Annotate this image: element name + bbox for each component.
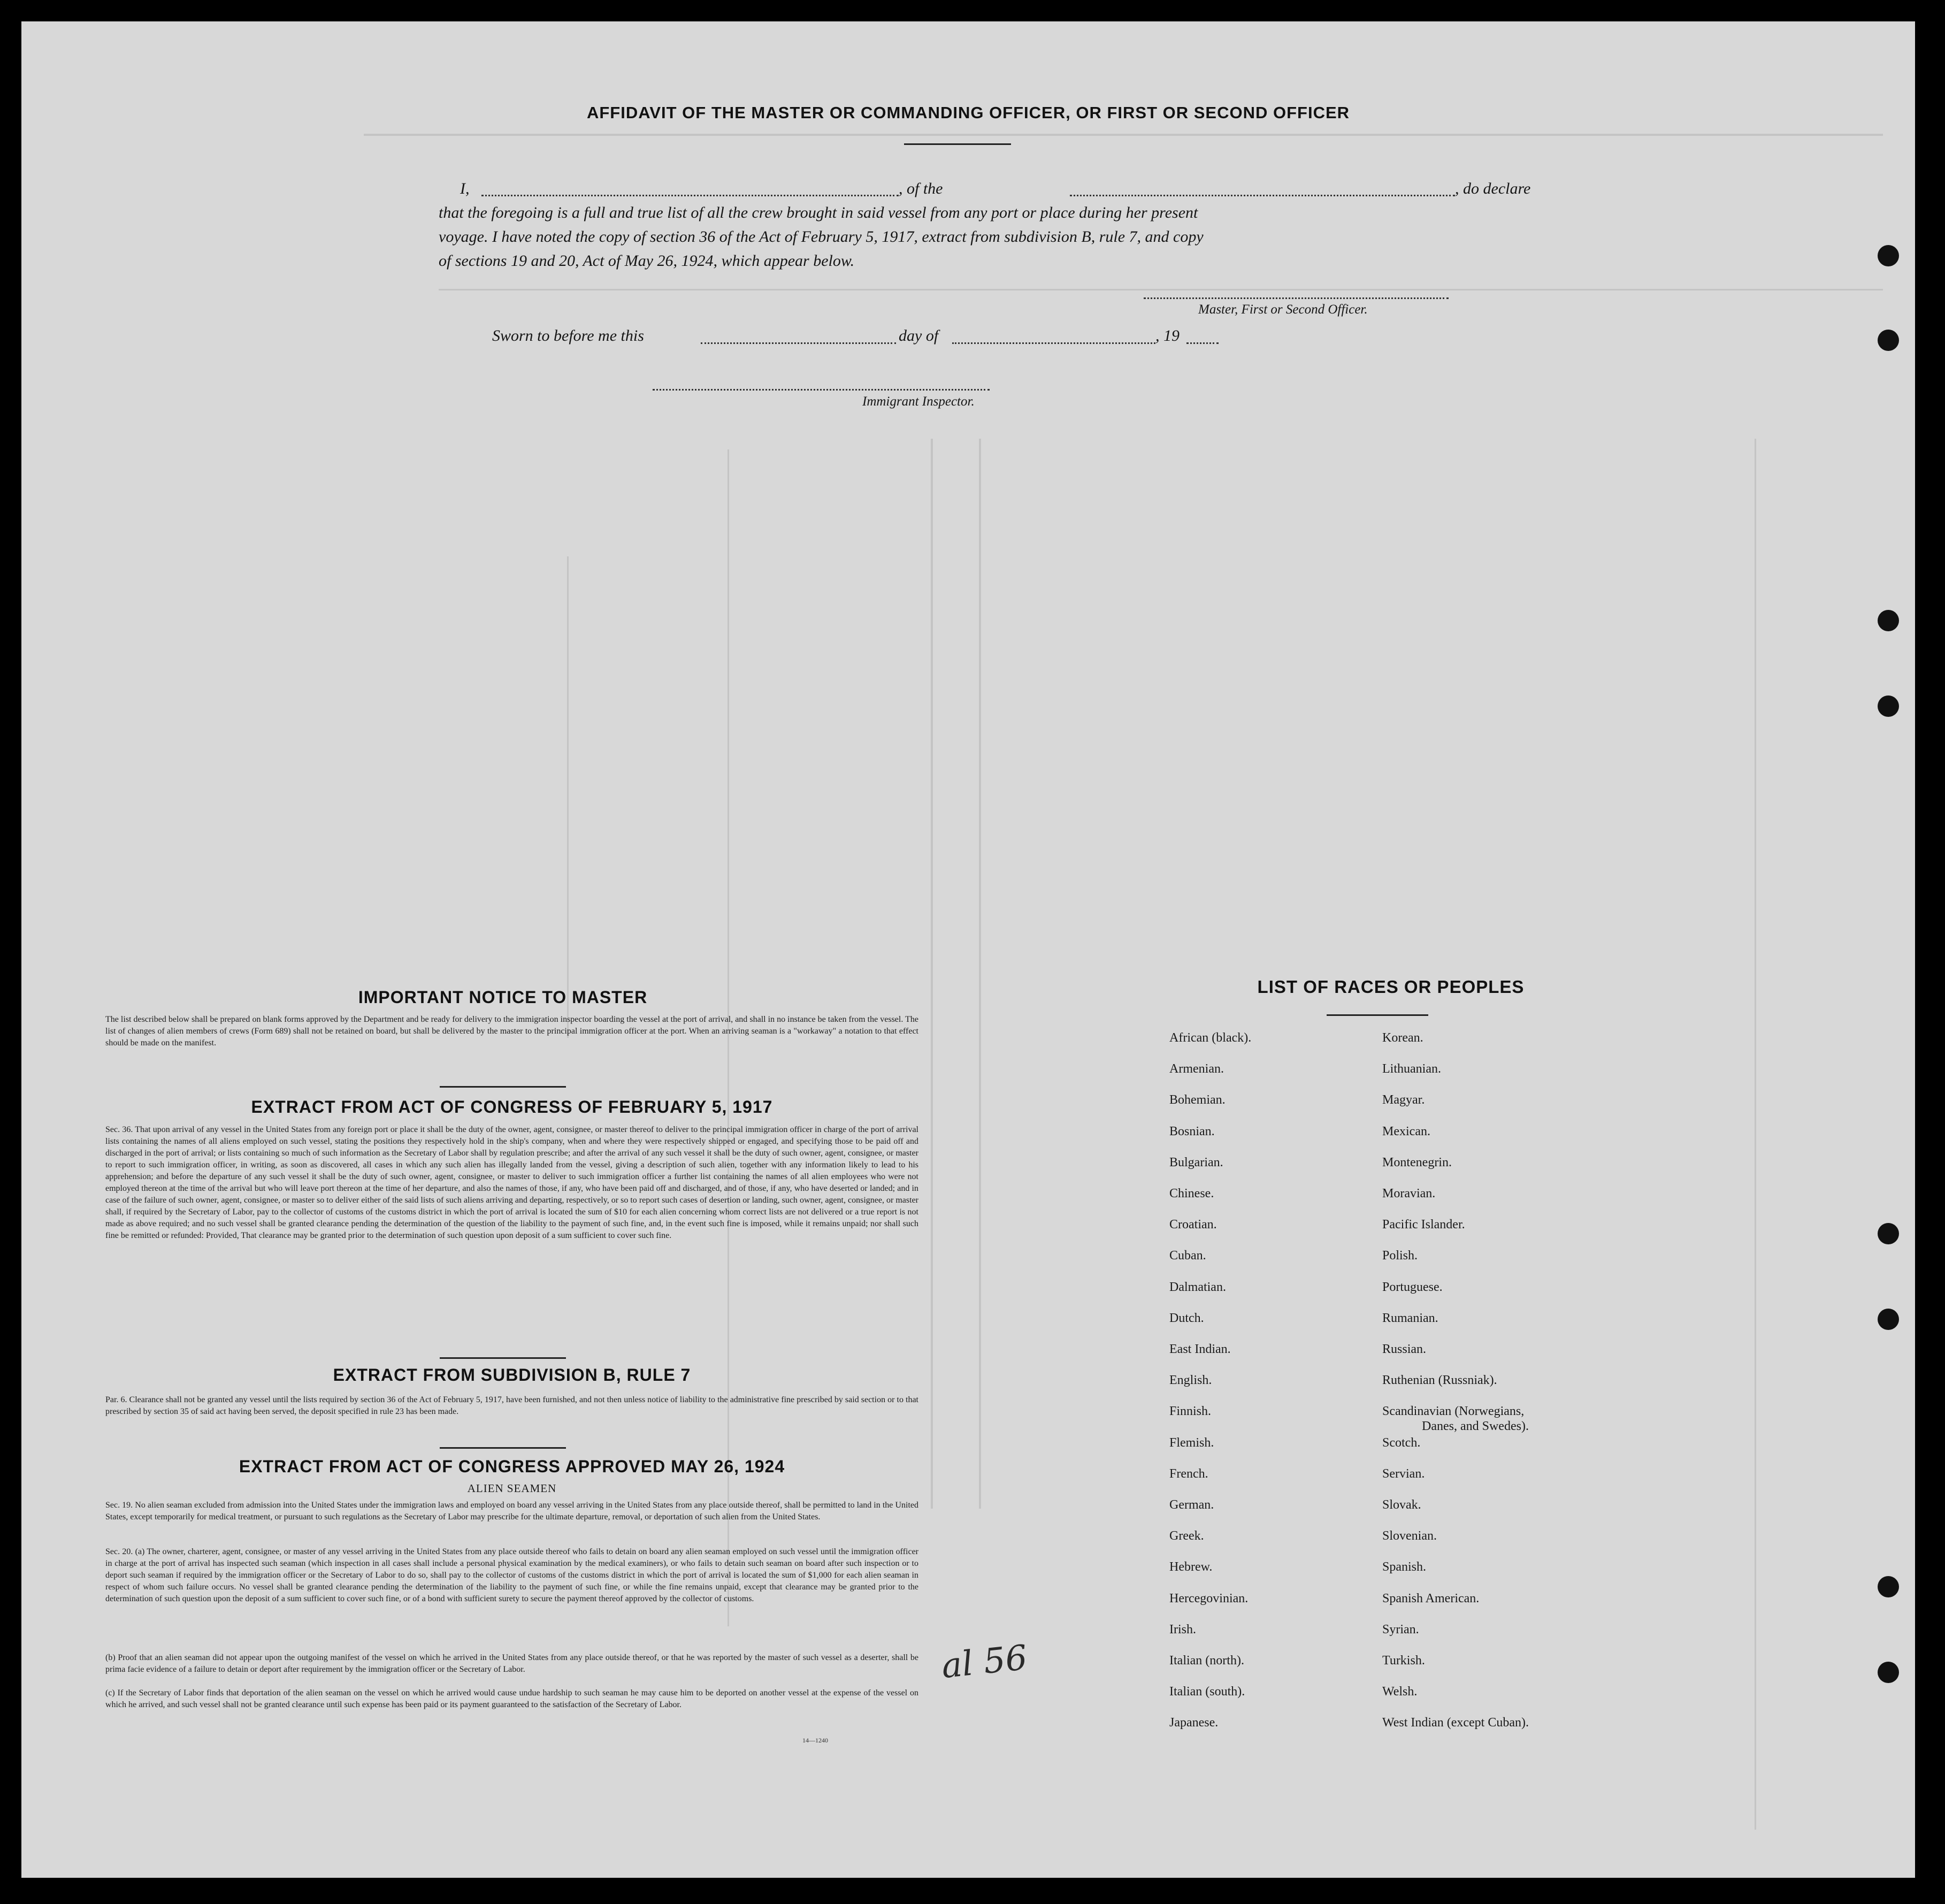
race-item: Hercegovinian. (1169, 1591, 1249, 1605)
race-item: Chinese. (1169, 1187, 1214, 1200)
race-item: Slovak. (1382, 1498, 1421, 1512)
race-item: Croatian. (1169, 1218, 1217, 1232)
form-number: 14—1240 (802, 1737, 828, 1744)
master-signature-label: Master, First or Second Officer. (1198, 302, 1368, 317)
race-item: Irish. (1169, 1622, 1196, 1637)
document-page (21, 21, 1915, 1878)
affidavit-title: AFFIDAVIT OF THE MASTER OR COMMANDING OFFICER, OR FIRST OR SECOND OFFICER (586, 103, 1350, 122)
rule7-title: EXTRACT FROM SUBDIVISION B, RULE 7 (333, 1365, 691, 1385)
race-item: Italian (north). (1169, 1654, 1244, 1668)
extract-1917-body: Sec. 36. That upon arrival of any vessel in the United States from any foreign port or place it shall be the duty of the owner, agent, consignee, or master thereof to deliver to the principal immigration officer in charge of the port of arrival lists containing the names of all aliens employed on such vessel, stating the positions they respectively hold in the ship's company, when and where they were respectively shipped or engaged, and specifying those to be paid off and discharged in the port of arrival; or lists containing so much of such information as the Secretary of Labor shall by regulation prescribe; and after the arrival of any such vessel it shall be the duty of such owner, agent, consignee, or master to report to such immigration officer, in writing, as soon as discovered, all cases in which any such alien has illegally landed from the vessel, giving a description of such alien, together with any information likely to lead to his apprehension; and before the departure of any such vessel it shall be the duty of such owner, agent, consignee, or master to deliver to such immigration officer a further list containing the names of all alien employees who were not employed thereon at the time of the arrival but who will leave port thereon at the time of her departure, and also the names of those, if any, who have been paid off and discharged, and of those, if any, who have deserted or landed; and in case of the failure of such owner, agent, consignee, or master so to deliver either of the said lists of such aliens arriving and departing, respectively, or so to report such cases of desertion or landing, such owner, agent, consignee, or master shall, if required by the Secretary of Labor, pay to the collector of customs of the customs district in which the port of arrival is located the sum of $10 for each alien concerning whom correct lists are not delivered or a true report is not made as above required; and no such vessel shall be granted clearance pending the determination of the question of the liability to the payment of such fine, and, in the event such fine is imposed, while it remains unpaid; nor shall such fine be remitted or refunded: Provided, That clearance may be granted prior to the determination of such question upon deposit of a sum sufficient to cover such fine. (105, 1125, 918, 1240)
sworn-day-blank[interactable] (701, 342, 896, 344)
race-item: Mexican. (1382, 1124, 1430, 1138)
extract-1917-title: EXTRACT FROM ACT OF CONGRESS OF FEBRUARY 5, 1917 (251, 1097, 773, 1117)
race-item: Syrian. (1382, 1622, 1419, 1637)
race-item: Danes, and Swedes). (1422, 1419, 1529, 1434)
master-signature-line[interactable] (1144, 297, 1449, 299)
affidavit-of-the-label: , of the (899, 180, 943, 197)
race-item: Flemish. (1169, 1435, 1214, 1450)
affidavit-i-label: I, (460, 180, 470, 197)
race-item: Turkish. (1382, 1654, 1425, 1668)
sworn-year-blank[interactable] (1186, 342, 1219, 344)
race-item: Pacific Islander. (1382, 1218, 1465, 1232)
race-item: English. (1169, 1373, 1212, 1388)
extract-1924-title: EXTRACT FROM ACT OF CONGRESS APPROVED MAY 26, 1924 (239, 1457, 785, 1476)
race-item: Slovenian. (1382, 1529, 1437, 1543)
race-item: Bulgarian. (1169, 1155, 1223, 1169)
race-item: Bohemian. (1169, 1093, 1226, 1107)
sec19-body: Sec. 19. No alien seaman excluded from admission into the United States under the immigration laws and employed on board any vessel arriving in the United States from any place outside thereof, shall be permitted to land in the United States, except temporarily for medical treatment, or pursuant to such regulations as the Secretary of Labor may prescribe for the ultimate departure, removal, or deportation of such alien from the United States. (105, 1501, 918, 1521)
race-item: African (black). (1169, 1031, 1252, 1045)
race-item: Ruthenian (Russniak). (1382, 1373, 1497, 1388)
handwritten-mark: al 56 (939, 1638, 1029, 1687)
affidavit-line-2: that the foregoing is a full and true list of all the crew brought in said vessel from any port or place during her present (439, 204, 1198, 221)
race-item: Bosnian. (1169, 1124, 1215, 1138)
race-item: Polish. (1382, 1249, 1418, 1263)
race-item: Montenegrin. (1382, 1155, 1452, 1169)
sworn-label: Sworn to before me this (492, 327, 644, 345)
affidavit-declare-label: , do declare (1455, 180, 1531, 197)
race-item: Scandinavian (Norwegians, (1382, 1404, 1525, 1419)
race-item: Dutch. (1169, 1311, 1204, 1325)
notice-divider (440, 1086, 566, 1088)
day-of-label: day of (899, 327, 939, 345)
sec20c-body: (c) If the Secretary of Labor finds that deportation of the alien seaman on the vessel on which he arrived would cause undue hardship to such seaman he may cause him to be deported on another vessel at the expense of the vessel on which he arrived, and such vessel shall not be granted clearance until such expense has been paid or its payment guaranteed to the satisfaction of the Secretary of Labor. (105, 1688, 918, 1709)
race-item: Magyar. (1382, 1093, 1425, 1107)
races-title: LIST OF RACES OR PEOPLES (1257, 977, 1525, 997)
race-item: Scotch. (1382, 1435, 1421, 1450)
race-item: Spanish American. (1382, 1591, 1480, 1605)
title-underline (904, 143, 1011, 145)
race-item: Dalmatian. (1169, 1280, 1226, 1294)
rule7-body: Par. 6. Clearance shall not be granted any vessel until the lists required by section 36 of the Act of February 5, 1917, have been furnished, and not then unless notice of liability to the administrative fine prescribed by said section or to that prescribed by section 35 of said act having been served, the deposit specified in rule 23 has been made. (105, 1395, 918, 1416)
race-item: Moravian. (1382, 1187, 1436, 1200)
race-item: German. (1169, 1498, 1214, 1512)
race-item: Spanish. (1382, 1560, 1427, 1574)
race-item: Japanese. (1169, 1716, 1219, 1730)
notice-body: The list described below shall be prepared on blank forms approved by the Department and be ready for delivery to the immigration inspector boarding the vessel at the port of arrival, and shall in no instance be taken from the vessel. The list of changes of alien members of crews (Form 689) shall not be retained on board, but shall be delivered by the master to the principal immigration officer at the port. When an arriving seaman is a "workaway" a notation to that effect should be made on the manifest. (105, 1015, 918, 1047)
race-item: Finnish. (1169, 1404, 1212, 1419)
race-item: Portuguese. (1382, 1280, 1443, 1294)
officer-name-blank[interactable] (481, 195, 899, 196)
affidavit-line-4: of sections 19 and 20, Act of May 26, 1924, which appear below. (439, 252, 855, 270)
race-item: Welsh. (1382, 1685, 1418, 1699)
inspector-signature-line[interactable] (653, 389, 990, 391)
race-item: East Indian. (1169, 1342, 1231, 1356)
race-item: Russian. (1382, 1342, 1427, 1356)
sworn-month-blank[interactable] (952, 342, 1155, 344)
sec20a-body: Sec. 20. (a) The owner, charterer, agent, consignee, or master of any vessel arriving in the United States from any place outside thereof who fails to detain on board any alien seaman employed on such vessel until the immigration officer in charge at the port of arrival has inspected such seaman (which inspection in all cases shall include a personal physical examination by the medical examiners), or who fails to detain such seaman on board after such inspection or to deport such seaman if required by the immigration officer or the Secretary of Labor to do so, shall pay to the collector of customs of the customs district in which the port of arrival is located the sum of $1,000 for each alien seaman in respect of whom such failure occurs. No vessel shall be granted clearance pending the determination of the liability to the payment of such fine, or while the fine remains unpaid, except that clearance may be granted prior to the determination of such question upon the deposit of a sum sufficient to cover such fine, or of a bond with sufficient surety to secure the payment thereof approved by the collector of customs. (105, 1547, 918, 1603)
race-item: Servian. (1382, 1466, 1425, 1481)
race-item: Hebrew. (1169, 1560, 1213, 1574)
race-item: Armenian. (1169, 1062, 1224, 1076)
alien-seamen-subtitle: ALIEN SEAMEN (467, 1482, 557, 1495)
vessel-name-blank[interactable] (1070, 195, 1455, 196)
rule7-divider (440, 1447, 566, 1449)
races-divider (1327, 1014, 1428, 1016)
sec20b-body: (b) Proof that an alien seaman did not appear upon the outgoing manifest of the vessel on which he arrived in the United States from any place outside thereof, or that he was reported by the master of such vessel as a deserter, shall be prima facie evidence of a failure to detain or deport after requirement by the immigration officer or the Secretary of Labor. (105, 1653, 918, 1674)
extract-1917-divider (440, 1357, 566, 1359)
race-item: Lithuanian. (1382, 1062, 1441, 1076)
affidavit-line-1 (460, 180, 1530, 198)
race-item: Cuban. (1169, 1249, 1206, 1263)
race-item: Rumanian. (1382, 1311, 1438, 1325)
race-item: French. (1169, 1466, 1208, 1481)
year-label: , 19 (1155, 327, 1180, 345)
race-item: Korean. (1382, 1031, 1423, 1045)
race-item: West Indian (except Cuban). (1382, 1716, 1529, 1730)
inspector-label: Immigrant Inspector. (862, 394, 975, 409)
notice-title: IMPORTANT NOTICE TO MASTER (358, 988, 648, 1007)
race-item: Italian (south). (1169, 1685, 1245, 1699)
race-item: Greek. (1169, 1529, 1204, 1543)
affidavit-line-3: voyage. I have noted the copy of section 36 of the Act of February 5, 1917, extract from subdivision B, rule 7, and copy (439, 228, 1204, 246)
